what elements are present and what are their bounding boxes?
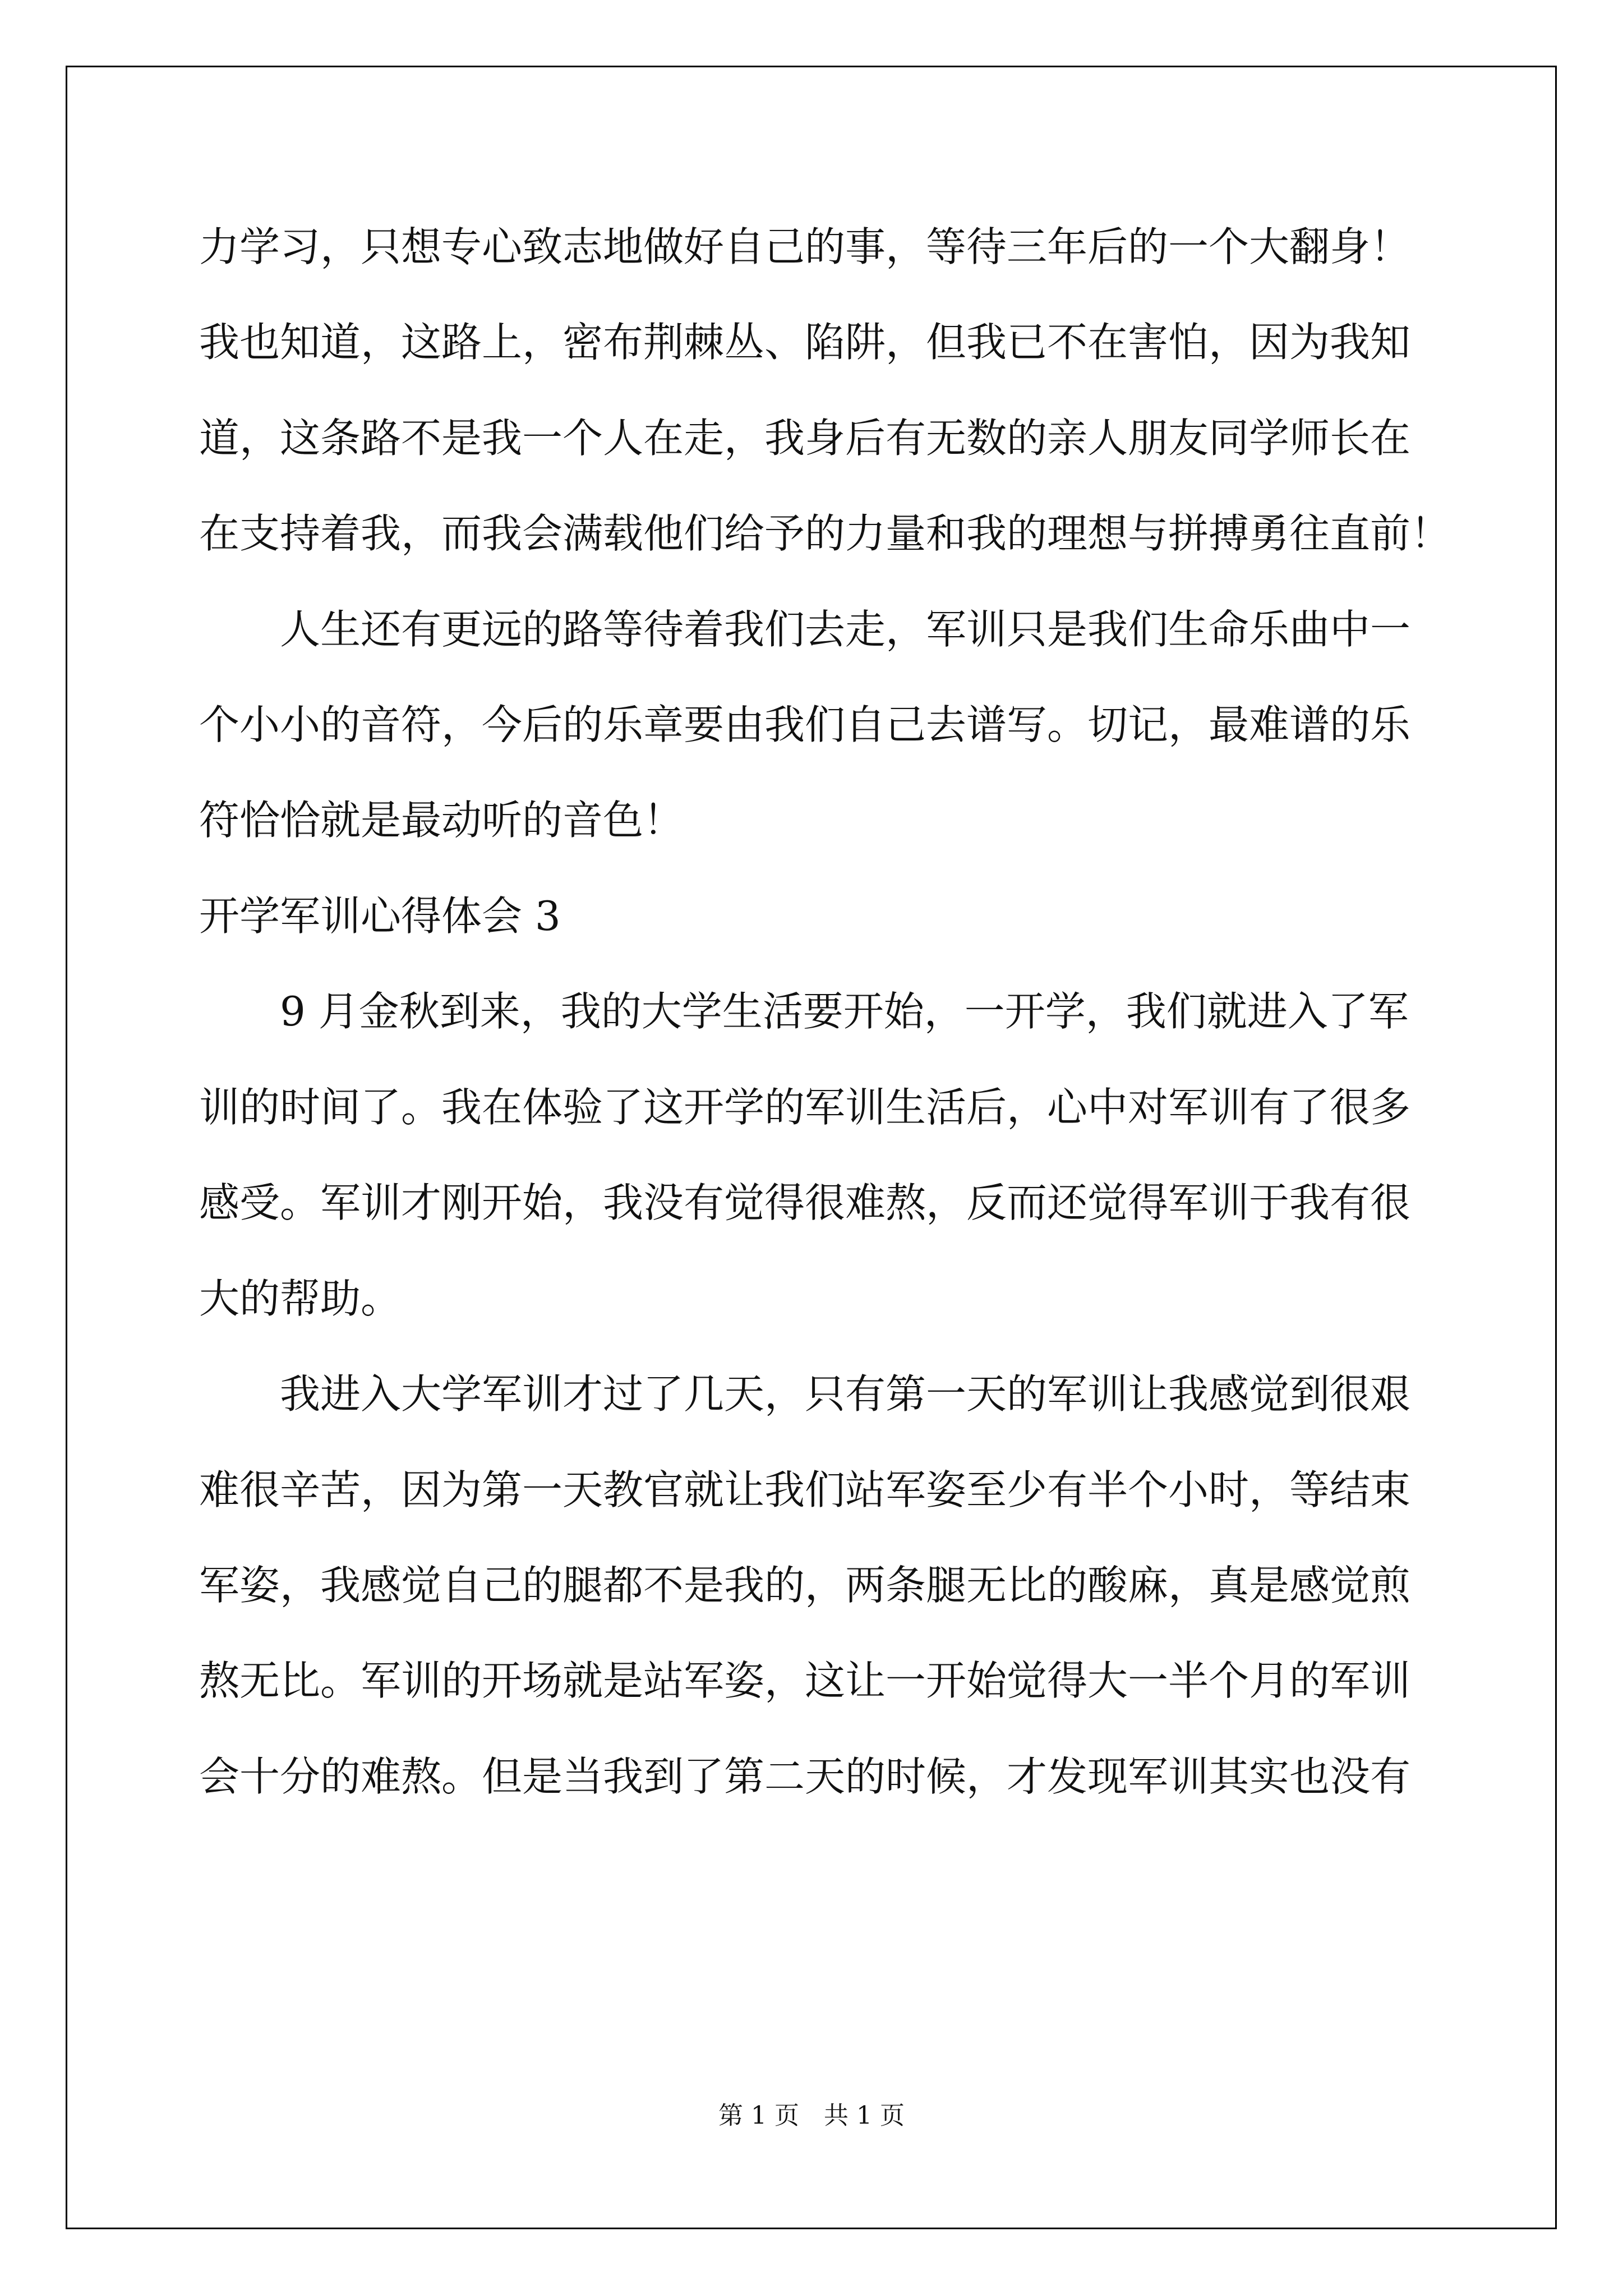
text-line: 道，这条路不是我一个人在走，我身后有无数的亲人朋友同学师长在 [199,415,1411,462]
text-line: 大的帮助。 [199,1275,402,1322]
page-footer: 第 1 页 共 1 页 [718,2101,905,2130]
text-line: 9 月金秋到来，我的大学生活要开始，一开学，我们就进入了军 [199,988,1409,1035]
page-border [66,66,1557,2229]
text-line: 训的时间了。我在体验了这开学的军训生活后，心中对军训有了很多 [199,1084,1411,1131]
text-line: 人生还有更远的路等待着我们去走，军训只是我们生命乐曲中一 [199,606,1411,653]
section-heading: 开学军训心得体会 3 [199,892,561,940]
text-line: 熬无比。军训的开场就是站军姿，这让一开始觉得大一半个月的军训 [199,1657,1411,1704]
text-line: 力学习，只想专心致志地做好自己的事，等待三年后的一个大翻身！ [199,223,1411,270]
text-line: 会十分的难熬。但是当我到了第二天的时候，才发现军训其实也没有 [199,1753,1411,1800]
text-line: 我进入大学军训才过了几天，只有第一天的军训让我感觉到很艰 [199,1370,1411,1418]
text-line: 难很辛苦，因为第一天教官就让我们站军姿至少有半个小时，等结束 [199,1466,1411,1513]
text-line: 感受。军训才刚开始，我没有觉得很难熬，反而还觉得军训于我有很 [199,1179,1411,1226]
text-line: 符恰恰就是最动听的音色！ [199,797,684,844]
text-line: 我也知道，这路上，密布荆棘丛、陷阱，但我已不在害怕，因为我知 [199,319,1411,366]
text-line: 在支持着我，而我会满载他们给予的力量和我的理想与拼搏勇往直前！ [199,510,1451,557]
text-line: 个小小的音符，今后的乐章要由我们自己去谱写。切记，最难谱的乐 [199,701,1411,748]
text-line: 军姿，我感觉自己的腿都不是我的，两条腿无比的酸麻，真是感觉煎 [199,1562,1411,1609]
